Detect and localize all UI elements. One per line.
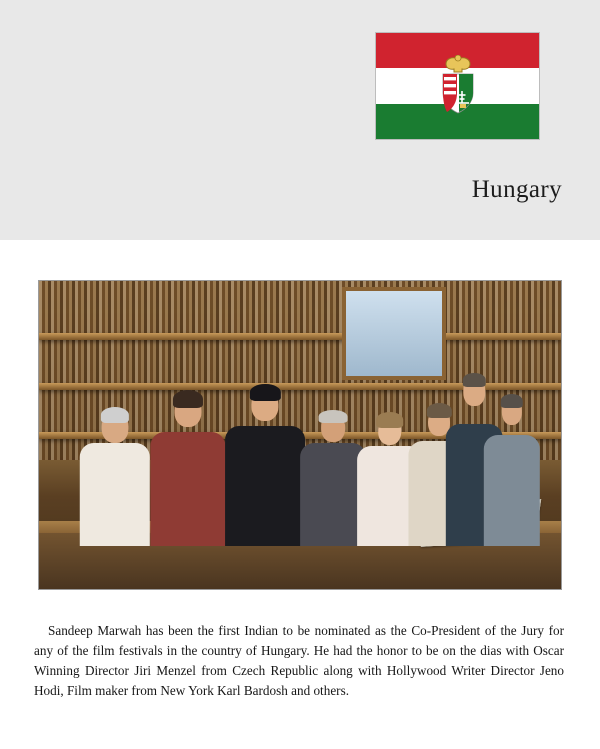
- photo-scene: [39, 281, 561, 589]
- person-hair: [376, 412, 404, 428]
- photo-caption: Sandeep Marwah has been the first Indian to be nominated as the Co-President of the Jury for any of the film festivals in the country of Hungary. He had the honor to be on the dias with Oscar Winning Director Jiri Menzel from Czech Republic along with Hollywood Writer Director Jeno Hodi, Film maker from New York Karl Bardosh and others.: [34, 623, 564, 699]
- person-hair: [101, 407, 129, 423]
- person-hair: [173, 390, 203, 408]
- person-hair: [319, 410, 348, 423]
- people-group: [70, 343, 540, 546]
- person-1: [80, 400, 150, 546]
- hungary-coat-of-arms-icon: [435, 55, 481, 117]
- person-hair: [463, 373, 486, 387]
- person-body: [150, 432, 225, 546]
- country-title: Hungary: [471, 176, 562, 203]
- person-hair: [250, 384, 280, 401]
- shelf-board: [39, 333, 561, 340]
- person-hair: [501, 394, 524, 408]
- person-body: [484, 435, 540, 546]
- person-body: [225, 426, 305, 546]
- person-body: [80, 443, 150, 545]
- page-header: [0, 0, 600, 240]
- hungary-flag: [375, 32, 540, 140]
- person-3: [225, 379, 305, 546]
- person-8: [484, 387, 540, 546]
- group-photo: [38, 280, 562, 590]
- person-2: [150, 383, 225, 546]
